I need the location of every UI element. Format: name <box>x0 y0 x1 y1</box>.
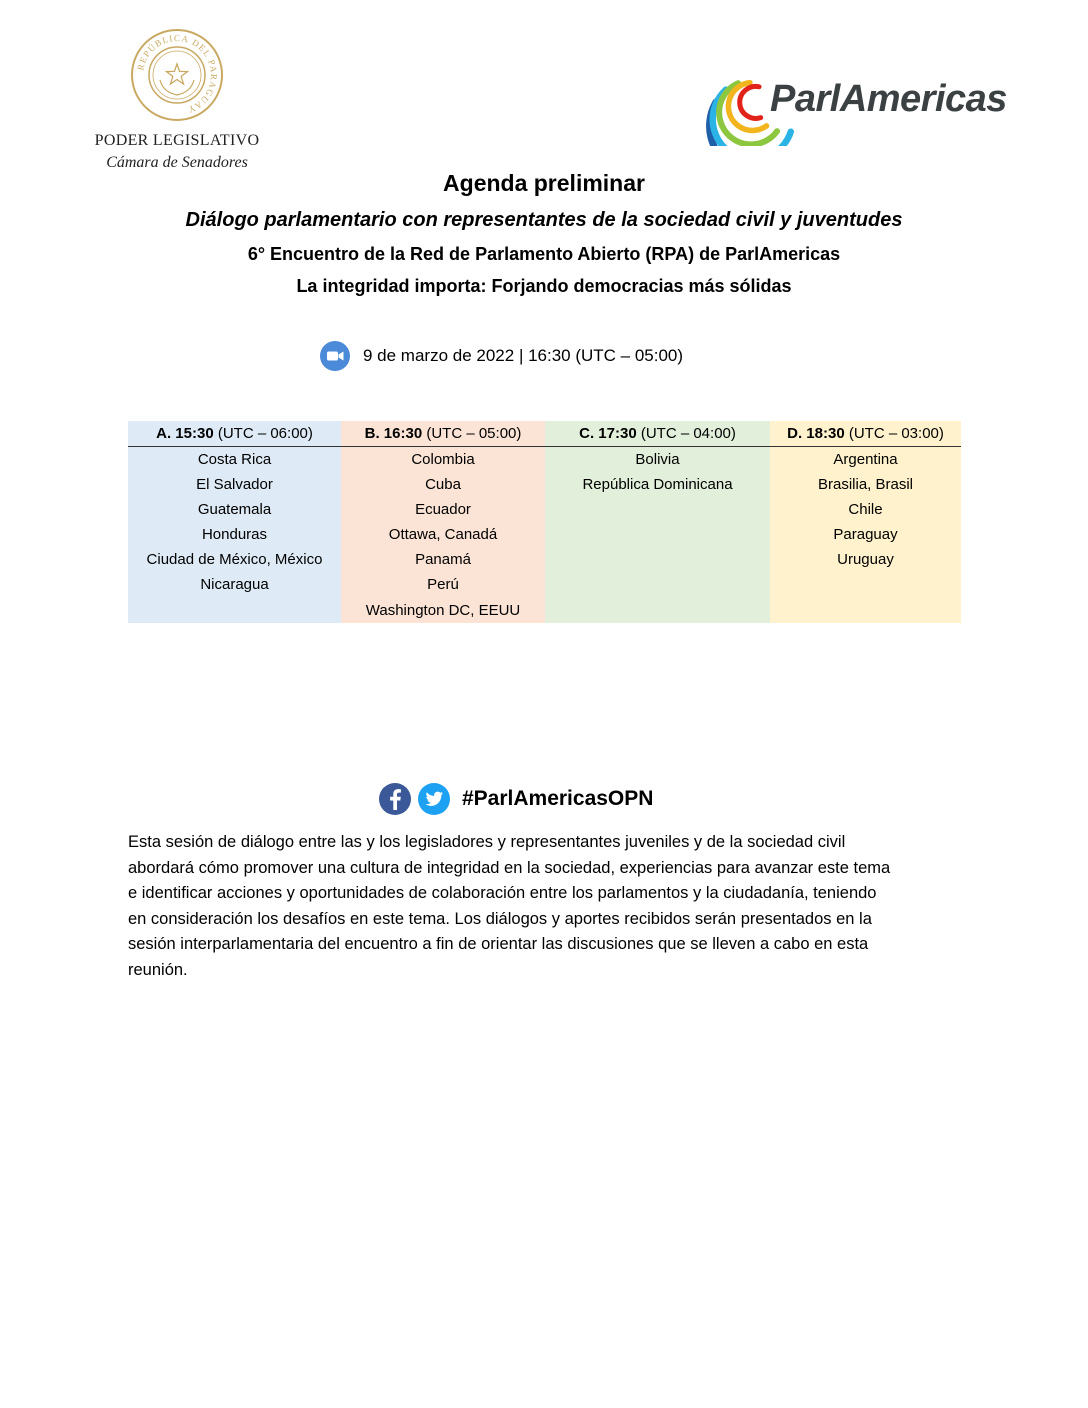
paragraph-line: e identificar acciones y oportunidades de colaboración entre los parlamentos y la ciudadanía, teniendo <box>128 884 877 903</box>
table-cell: Ecuador <box>341 497 545 522</box>
table-cell: Honduras <box>128 522 341 547</box>
senate-logo <box>82 26 272 178</box>
table-row <box>128 547 961 572</box>
table-cell: Brasilia, Brasil <box>770 472 961 497</box>
table-cell: Argentina <box>770 447 961 473</box>
table-cell: Colombia <box>341 447 545 473</box>
datetime-text: 9 de marzo de 2022 | 16:30 (UTC – 05:00) <box>363 346 684 365</box>
table-cell <box>128 597 341 623</box>
table-cell <box>545 522 770 547</box>
paraguay-seal-icon <box>130 28 224 122</box>
table-row <box>128 497 961 522</box>
table-cell: Uruguay <box>770 547 961 572</box>
hashtag-text: #ParlAmericasOPN <box>462 787 654 810</box>
table-cell: Chile <box>770 497 961 522</box>
table-row <box>128 447 961 473</box>
facebook-icon[interactable] <box>378 782 412 816</box>
table-cell <box>770 597 961 623</box>
seal-text: REPÚBLICA DEL PARAGUAY <box>135 32 220 116</box>
schedule-header-row <box>128 421 961 447</box>
parlamericas-wordmark: ParlAmericas <box>770 78 1007 120</box>
description-paragraph <box>128 830 968 984</box>
table-cell: Washington DC, EEUU <box>341 597 545 623</box>
page-title: Agenda preliminar <box>443 170 645 196</box>
table-cell: Paraguay <box>770 522 961 547</box>
table-cell: Ottawa, Canadá <box>341 522 545 547</box>
table-row <box>128 472 961 497</box>
table-row <box>128 522 961 547</box>
table-cell: República Dominicana <box>545 472 770 497</box>
table-cell <box>770 572 961 597</box>
org-name-line2: Cámara de Senadores <box>106 154 248 171</box>
event-name: 6° Encuentro de la Red de Parlamento Abierto (RPA) de ParlAmericas <box>247 244 841 264</box>
schedule-header-c: C. 17:30 (UTC – 04:00) <box>545 421 770 447</box>
page-subtitle: Diálogo parlamentario con representantes de la sociedad civil y juventudes <box>185 209 903 231</box>
social-hashtag <box>378 782 653 816</box>
paragraph-line: Esta sesión de diálogo entre las y los legisladores y representantes juveniles y de la sociedad civil <box>128 833 846 851</box>
schedule-header-a: A. 15:30 (UTC – 06:00) <box>128 421 341 447</box>
table-cell: Ciudad de México, México <box>128 547 341 572</box>
table-cell: Cuba <box>341 472 545 497</box>
table-cell: El Salvador <box>128 472 341 497</box>
table-row <box>128 572 961 597</box>
table-cell: Costa Rica <box>128 447 341 473</box>
schedule-header-d: D. 18:30 (UTC – 03:00) <box>770 421 961 447</box>
table-cell <box>545 497 770 522</box>
schedule-header-b: B. 16:30 (UTC – 05:00) <box>341 421 545 447</box>
schedule-table <box>128 421 961 623</box>
table-cell: Perú <box>341 572 545 597</box>
paragraph-line: reunión. <box>128 960 188 979</box>
paragraph-line: abordará cómo promover una cultura de integridad en la sociedad, experiencias para avanzar este tema <box>128 858 891 877</box>
table-cell: Nicaragua <box>128 572 341 597</box>
table-row <box>128 597 961 623</box>
paragraph-line: sesión interparlamentaria del encuentro a fin de orientar las discusiones que se lleven a cabo en esta <box>128 935 869 954</box>
parlamericas-logo <box>704 50 1034 146</box>
table-cell: Panamá <box>341 547 545 572</box>
zoom-video-icon[interactable] <box>320 341 350 371</box>
twitter-icon[interactable] <box>417 782 451 816</box>
table-cell <box>545 572 770 597</box>
meeting-datetime <box>320 341 683 371</box>
paragraph-line: en consideración los desafíos en este tema. Los diálogos y aportes recibidos serán presentados en la <box>128 909 872 928</box>
table-cell: Bolivia <box>545 447 770 473</box>
org-name-line1: PODER LEGISLATIVO <box>94 132 260 149</box>
event-theme: La integridad importa: Forjando democracias más sólidas <box>296 276 792 296</box>
table-cell <box>545 597 770 623</box>
table-cell <box>545 547 770 572</box>
table-cell: Guatemala <box>128 497 341 522</box>
